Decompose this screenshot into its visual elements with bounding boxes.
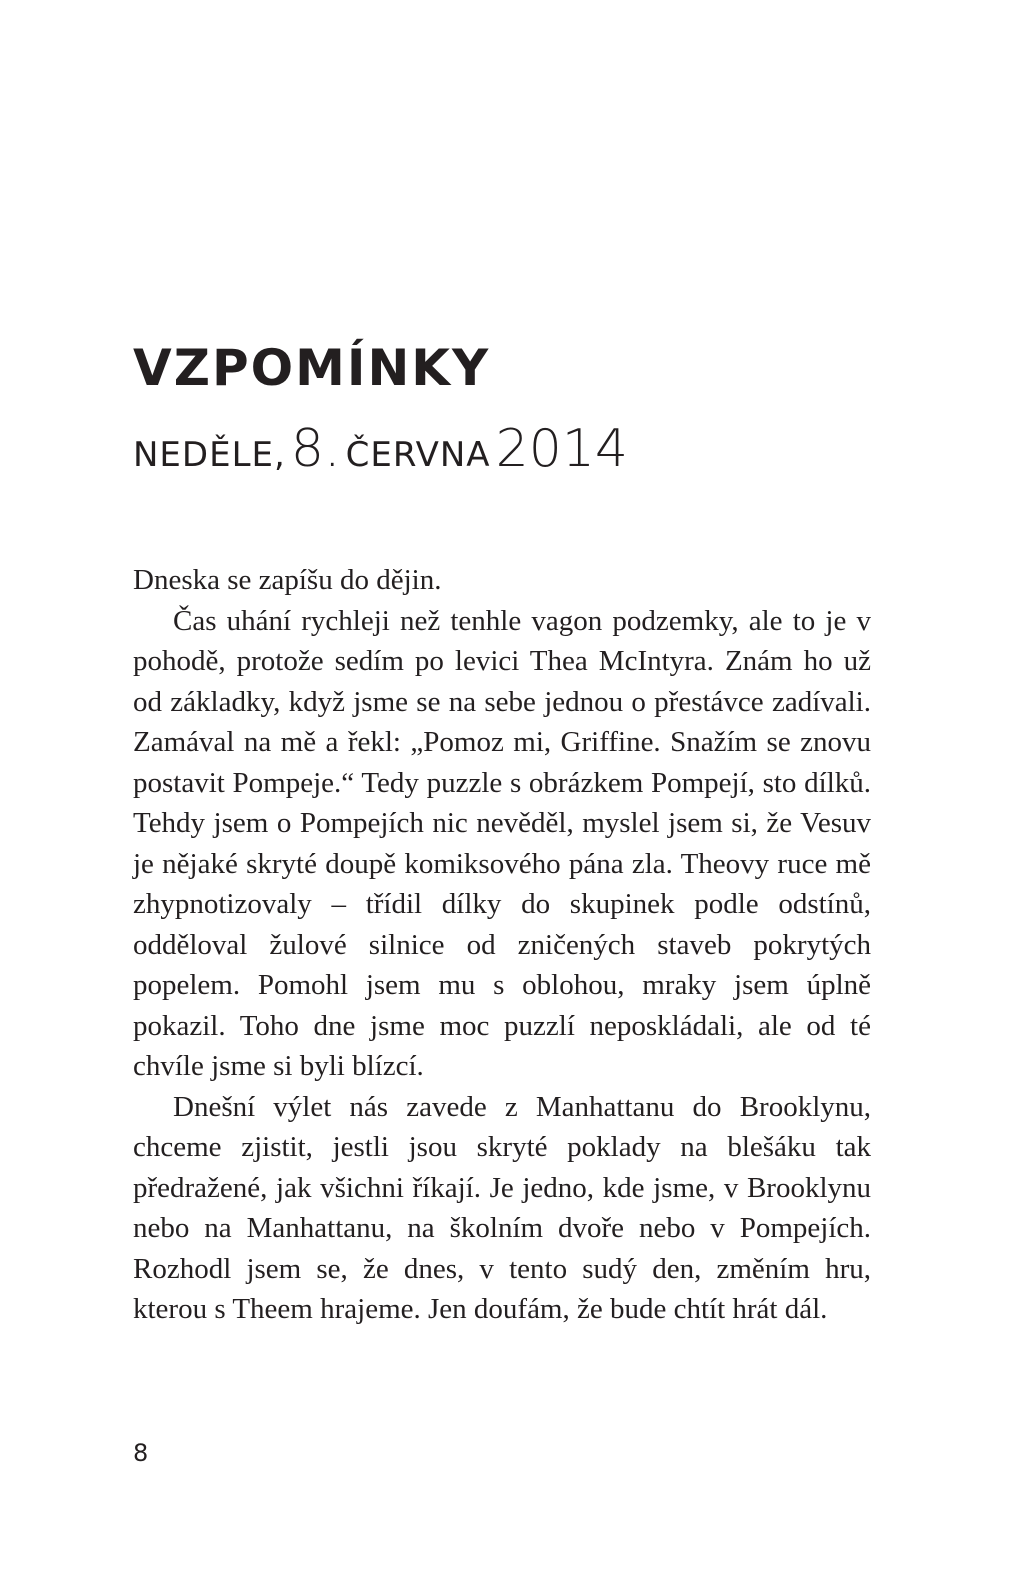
paragraph-1: Dneska se zapíšu do dějin. xyxy=(133,564,442,596)
body-text xyxy=(133,560,871,1330)
date-month: ČERVNA xyxy=(345,435,491,475)
paragraph-2: Čas uhání rychleji než tenhle vagon podzemky, ale to je v pohodě, protože sedím po levici Thea McIntyra. Znám ho už od základky, když jsme se na sebe jednou o přestávce zadívali. Zamával na mě a řekl: „Pomoz mi, Griffine. Snažím se znovu postavit Pompeje.“ Tedy puzzle s obrázkem Pompejí, sto dílků. Tehdy jsem o Pompejích nic nevěděl, myslel jsem si, že Vesuv je nějaké skryté doupě komiksového pána zla. Theovy ruce mě zhypnotizovaly – třídil dílky do skupinek podle odstínů, odděloval žulové silnice od zničených staveb pokrytých popelem. Pomohl jsem mu s oblohou, mraky jsem úplně pokazil. Toho dne jsme moc puzzlí neposkládali, ale od té chvíle jsme si byli blízcí. xyxy=(133,604,871,1082)
paragraph-3: Dnešní výlet nás zavede z Manhattanu do Brooklynu, chceme zjistit, jestli jsou skryté poklady na blešáku tak předražené, jak všichni říkají. Je jedno, kde jsme, v Brooklynu nebo na Manhattanu, na školním dvoře nebo v Pompejích. Rozhodl jsem se, že dnes, v tento sudý den, změním hru, kterou s Theem hrajeme. Jen doufám, že bude chtít hrát dál. xyxy=(133,1090,871,1325)
date-year: 2014 xyxy=(495,419,629,479)
date-day: 8. xyxy=(290,419,341,479)
chapter-title: VZPOMÍNKY xyxy=(133,339,491,397)
date-weekday: NEDĚLE, xyxy=(133,435,286,475)
page-number: 8 xyxy=(133,1439,149,1467)
chapter-date xyxy=(133,415,628,495)
